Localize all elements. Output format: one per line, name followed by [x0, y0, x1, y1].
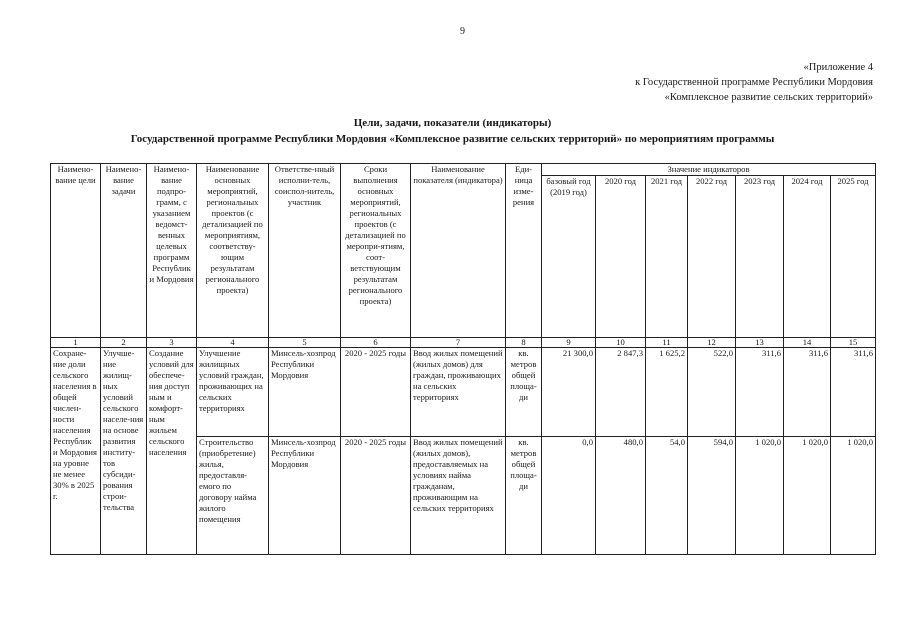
value-2022: 522,0	[688, 348, 736, 437]
col-number: 1	[51, 338, 101, 348]
header-task: Наимено-вание задачи	[101, 164, 147, 338]
indicators-table	[50, 163, 876, 555]
value-base: 0,0	[542, 437, 596, 555]
value-2024: 1 020,0	[784, 437, 831, 555]
appendix-block	[635, 60, 873, 105]
subprogram-cell: Создание условий для обеспече-ния доступ ным и комфорт-ным жильем сельского населения	[147, 348, 197, 555]
unit-cell: кв. метров общей площа-ди	[506, 348, 542, 437]
col-number: 8	[506, 338, 542, 348]
header-executor: Ответстве-нный исполни-тель, соиспол-нитель, участник	[269, 164, 341, 338]
col-number: 4	[197, 338, 269, 348]
document-subtitle: Государственной программе Республики Мордовия «Комплексное развитие сельских территорий» по мероприятиям программы	[130, 133, 775, 145]
appendix-line-2: к Государственной программе Республики Мордовия	[635, 77, 873, 88]
value-base: 21 300,0	[542, 348, 596, 437]
value-2021: 54,0	[646, 437, 688, 555]
col-number: 9	[542, 338, 596, 348]
appendix-line-3: «Комплексное развитие сельских территорий»	[664, 92, 873, 103]
col-number: 7	[411, 338, 506, 348]
indicator-cell: Ввод жилых помещений (жилых домов), предоставляемых на условиях найма гражданам, проживающим на сельских территориях	[411, 437, 506, 555]
value-2020: 2 847,3	[596, 348, 646, 437]
value-2023: 311,6	[736, 348, 784, 437]
value-2022: 594,0	[688, 437, 736, 555]
header-year-2023: 2023 год	[736, 176, 784, 338]
header-unit: Еди-ница изме-рения	[506, 164, 542, 338]
column-numbers-row	[51, 338, 876, 348]
value-2021: 1 625,2	[646, 348, 688, 437]
appendix-line-1: «Приложение 4	[803, 62, 873, 73]
header-year-2025: 2025 год	[831, 176, 876, 338]
value-2025: 311,6	[831, 348, 876, 437]
goal-cell: Сохране-ние доли сельского населения в общей числен-ности населения Республик и Мордовия на уровне не менее 30% в 2025 г.	[51, 348, 101, 555]
header-year-2020: 2020 год	[596, 176, 646, 338]
term-cell: 2020 - 2025 годы	[341, 348, 411, 437]
header-terms: Сроки выполнения основных мероприятий, региональных проектов (с детализацией по меропри-ятиям, соот-ветствующим результатам регионального проекта)	[341, 164, 411, 338]
header-year-2022: 2022 год	[688, 176, 736, 338]
header-year-base: базовый год (2019 год)	[542, 176, 596, 338]
header-measures: Наименование основных мероприятий, региональных проектов (с детализацией по мероприятиям, соответству-ющим результатам регионального проекта)	[197, 164, 269, 338]
value-2020: 480,0	[596, 437, 646, 555]
col-number: 2	[101, 338, 147, 348]
col-number: 14	[784, 338, 831, 348]
indicator-cell: Ввод жилых помещений (жилых домов) для граждан, проживающих на сельских территориях	[411, 348, 506, 437]
col-number: 3	[147, 338, 197, 348]
header-year-2021: 2021 год	[646, 176, 688, 338]
col-number: 6	[341, 338, 411, 348]
term-cell: 2020 - 2025 годы	[341, 437, 411, 555]
measure-cell: Улучшение жилищных условий граждан, проживающих на сельских территориях	[197, 348, 269, 437]
header-year-2024: 2024 год	[784, 176, 831, 338]
value-2023: 1 020,0	[736, 437, 784, 555]
col-number: 12	[688, 338, 736, 348]
col-number: 5	[269, 338, 341, 348]
page-number: 9	[460, 26, 465, 37]
col-number: 13	[736, 338, 784, 348]
task-cell: Улучше-ние жилищ-ных условий сельского населе-ния на основе развития институ-тов субсиди-рования строи-тельства	[101, 348, 147, 555]
table-row	[51, 348, 876, 437]
value-2025: 1 020,0	[831, 437, 876, 555]
document-title: Цели, задачи, показатели (индикаторы)	[353, 117, 552, 129]
col-number: 15	[831, 338, 876, 348]
executor-cell: Минсель-хозпрод Республики Мордовия	[269, 437, 341, 555]
header-subprogram: Наимено-вание подпро-грамм, с указанием ведомст-венных целевых программ Республик и Мордовия	[147, 164, 197, 338]
header-goal: Наимено-вание цели	[51, 164, 101, 338]
col-number: 11	[646, 338, 688, 348]
header-values-group: Значение индикаторов	[542, 164, 876, 176]
executor-cell: Минсель-хозпрод Республики Мордовия	[269, 348, 341, 437]
measure-cell: Строительство (приобретение) жилья, предоставля-емого по договору найма жилого помещения	[197, 437, 269, 555]
unit-cell: кв. метров общей площа-ди	[506, 437, 542, 555]
col-number: 10	[596, 338, 646, 348]
header-indicator: Наименование показателя (индикатора)	[411, 164, 506, 338]
value-2024: 311,6	[784, 348, 831, 437]
